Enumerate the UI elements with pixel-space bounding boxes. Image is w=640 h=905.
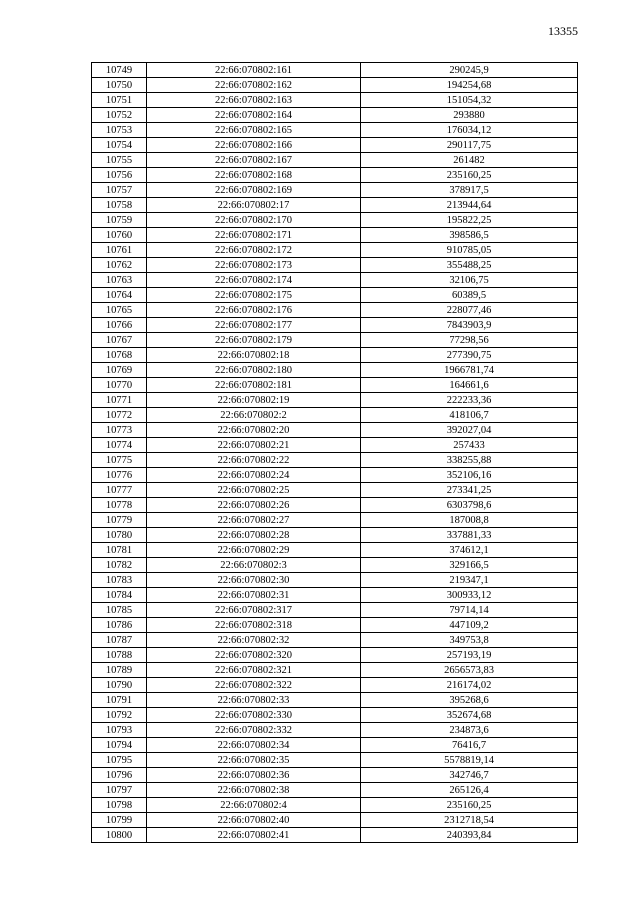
cadastral-number-cell: 22:66:070802:180 [147,363,361,378]
table-row [92,273,578,288]
row-number-cell: 10777 [92,483,147,498]
table-row [92,648,578,663]
value-cell: 352106,16 [361,468,578,483]
row-number-cell: 10792 [92,708,147,723]
cadastral-number-cell: 22:66:070802:321 [147,663,361,678]
cadastral-number-cell: 22:66:070802:2 [147,408,361,423]
table-row [92,723,578,738]
cadastral-number-cell: 22:66:070802:166 [147,138,361,153]
row-number-cell: 10769 [92,363,147,378]
cadastral-number-cell: 22:66:070802:3 [147,558,361,573]
row-number-cell: 10751 [92,93,147,108]
table-row [92,513,578,528]
table-row [92,498,578,513]
table-row [92,738,578,753]
row-number-cell: 10790 [92,678,147,693]
row-number-cell: 10761 [92,243,147,258]
value-cell: 216174,02 [361,678,578,693]
cadastral-number-cell: 22:66:070802:25 [147,483,361,498]
row-number-cell: 10775 [92,453,147,468]
value-cell: 60389,5 [361,288,578,303]
table-row [92,558,578,573]
table-body [92,63,578,843]
row-number-cell: 10767 [92,333,147,348]
value-cell: 5578819,14 [361,753,578,768]
cadastral-number-cell: 22:66:070802:161 [147,63,361,78]
table-row [92,813,578,828]
table-row [92,198,578,213]
row-number-cell: 10752 [92,108,147,123]
table-row [92,183,578,198]
row-number-cell: 10794 [92,738,147,753]
table-row [92,588,578,603]
value-cell: 257193,19 [361,648,578,663]
cadastral-number-cell: 22:66:070802:31 [147,588,361,603]
cadastral-number-cell: 22:66:070802:168 [147,168,361,183]
row-number-cell: 10783 [92,573,147,588]
data-table [91,62,578,843]
value-cell: 151054,32 [361,93,578,108]
table-row [92,258,578,273]
cadastral-number-cell: 22:66:070802:171 [147,228,361,243]
table-row [92,543,578,558]
value-cell: 338255,88 [361,453,578,468]
table-row [92,603,578,618]
row-number-cell: 10765 [92,303,147,318]
table-row [92,138,578,153]
value-cell: 187008,8 [361,513,578,528]
cadastral-number-cell: 22:66:070802:172 [147,243,361,258]
value-cell: 7843903,9 [361,318,578,333]
cadastral-number-cell: 22:66:070802:19 [147,393,361,408]
row-number-cell: 10782 [92,558,147,573]
table-row [92,93,578,108]
value-cell: 293880 [361,108,578,123]
value-cell: 213944,64 [361,198,578,213]
row-number-cell: 10763 [92,273,147,288]
table-row [92,783,578,798]
value-cell: 395268,6 [361,693,578,708]
row-number-cell: 10784 [92,588,147,603]
cadastral-number-cell: 22:66:070802:33 [147,693,361,708]
row-number-cell: 10774 [92,438,147,453]
table-row [92,468,578,483]
value-cell: 79714,14 [361,603,578,618]
cadastral-number-cell: 22:66:070802:28 [147,528,361,543]
cadastral-number-cell: 22:66:070802:169 [147,183,361,198]
value-cell: 447109,2 [361,618,578,633]
cadastral-number-cell: 22:66:070802:22 [147,453,361,468]
cadastral-number-cell: 22:66:070802:177 [147,318,361,333]
value-cell: 176034,12 [361,123,578,138]
value-cell: 392027,04 [361,423,578,438]
table-row [92,483,578,498]
value-cell: 277390,75 [361,348,578,363]
row-number-cell: 10781 [92,543,147,558]
row-number-cell: 10773 [92,423,147,438]
row-number-cell: 10776 [92,468,147,483]
row-number-cell: 10799 [92,813,147,828]
row-number-cell: 10798 [92,798,147,813]
table-row [92,633,578,648]
table-row [92,63,578,78]
value-cell: 234873,6 [361,723,578,738]
table-row [92,708,578,723]
cadastral-number-cell: 22:66:070802:34 [147,738,361,753]
value-cell: 342746,7 [361,768,578,783]
value-cell: 164661,6 [361,378,578,393]
row-number-cell: 10788 [92,648,147,663]
row-number-cell: 10766 [92,318,147,333]
row-number-cell: 10793 [92,723,147,738]
value-cell: 374612,1 [361,543,578,558]
row-number-cell: 10797 [92,783,147,798]
row-number-cell: 10764 [92,288,147,303]
row-number-cell: 10755 [92,153,147,168]
row-number-cell: 10750 [92,78,147,93]
row-number-cell: 10778 [92,498,147,513]
table-row [92,153,578,168]
cadastral-number-cell: 22:66:070802:27 [147,513,361,528]
page-number: 13355 [548,24,578,38]
cadastral-number-cell: 22:66:070802:317 [147,603,361,618]
table-row [92,678,578,693]
value-cell: 240393,84 [361,828,578,843]
cadastral-number-cell: 22:66:070802:18 [147,348,361,363]
table-row [92,393,578,408]
value-cell: 235160,25 [361,168,578,183]
cadastral-number-cell: 22:66:070802:164 [147,108,361,123]
cadastral-number-cell: 22:66:070802:36 [147,768,361,783]
value-cell: 77298,56 [361,333,578,348]
value-cell: 265126,4 [361,783,578,798]
cadastral-number-cell: 22:66:070802:163 [147,93,361,108]
value-cell: 290245,9 [361,63,578,78]
row-number-cell: 10760 [92,228,147,243]
table-row [92,108,578,123]
cadastral-number-cell: 22:66:070802:322 [147,678,361,693]
value-cell: 76416,7 [361,738,578,753]
table-row [92,423,578,438]
row-number-cell: 10762 [92,258,147,273]
row-number-cell: 10758 [92,198,147,213]
value-cell: 352674,68 [361,708,578,723]
value-cell: 235160,25 [361,798,578,813]
table-row [92,78,578,93]
table-row [92,663,578,678]
value-cell: 378917,5 [361,183,578,198]
row-number-cell: 10795 [92,753,147,768]
row-number-cell: 10753 [92,123,147,138]
cadastral-number-cell: 22:66:070802:29 [147,543,361,558]
row-number-cell: 10791 [92,693,147,708]
table-row [92,378,578,393]
row-number-cell: 10772 [92,408,147,423]
cadastral-number-cell: 22:66:070802:41 [147,828,361,843]
value-cell: 300933,12 [361,588,578,603]
cadastral-number-cell: 22:66:070802:176 [147,303,361,318]
table-row [92,528,578,543]
table-row [92,243,578,258]
value-cell: 222233,36 [361,393,578,408]
table-row [92,453,578,468]
cadastral-number-cell: 22:66:070802:162 [147,78,361,93]
cadastral-number-cell: 22:66:070802:35 [147,753,361,768]
cadastral-number-cell: 22:66:070802:320 [147,648,361,663]
cadastral-number-cell: 22:66:070802:173 [147,258,361,273]
value-cell: 1966781,74 [361,363,578,378]
cadastral-number-cell: 22:66:070802:4 [147,798,361,813]
row-number-cell: 10759 [92,213,147,228]
row-number-cell: 10756 [92,168,147,183]
row-number-cell: 10780 [92,528,147,543]
cadastral-number-cell: 22:66:070802:20 [147,423,361,438]
value-cell: 418106,7 [361,408,578,423]
table-row [92,288,578,303]
table-row [92,318,578,333]
table-row [92,408,578,423]
value-cell: 355488,25 [361,258,578,273]
row-number-cell: 10749 [92,63,147,78]
cadastral-number-cell: 22:66:070802:17 [147,198,361,213]
row-number-cell: 10779 [92,513,147,528]
row-number-cell: 10785 [92,603,147,618]
value-cell: 910785,05 [361,243,578,258]
row-number-cell: 10768 [92,348,147,363]
value-cell: 228077,46 [361,303,578,318]
table-row [92,573,578,588]
table-row [92,303,578,318]
row-number-cell: 10796 [92,768,147,783]
table-row [92,693,578,708]
cadastral-number-cell: 22:66:070802:24 [147,468,361,483]
table-row [92,798,578,813]
table-row [92,768,578,783]
value-cell: 329166,5 [361,558,578,573]
row-number-cell: 10770 [92,378,147,393]
value-cell: 337881,33 [361,528,578,543]
value-cell: 261482 [361,153,578,168]
cadastral-number-cell: 22:66:070802:174 [147,273,361,288]
table-row [92,753,578,768]
value-cell: 219347,1 [361,573,578,588]
row-number-cell: 10789 [92,663,147,678]
cadastral-number-cell: 22:66:070802:32 [147,633,361,648]
cadastral-number-cell: 22:66:070802:21 [147,438,361,453]
table-row [92,438,578,453]
table-row [92,618,578,633]
value-cell: 398586,5 [361,228,578,243]
value-cell: 2656573,83 [361,663,578,678]
row-number-cell: 10771 [92,393,147,408]
row-number-cell: 10757 [92,183,147,198]
cadastral-number-cell: 22:66:070802:167 [147,153,361,168]
cadastral-number-cell: 22:66:070802:165 [147,123,361,138]
value-cell: 32106,75 [361,273,578,288]
row-number-cell: 10787 [92,633,147,648]
value-cell: 194254,68 [361,78,578,93]
cadastral-number-cell: 22:66:070802:26 [147,498,361,513]
table-row [92,333,578,348]
table-row [92,213,578,228]
cadastral-number-cell: 22:66:070802:40 [147,813,361,828]
row-number-cell: 10786 [92,618,147,633]
value-cell: 349753,8 [361,633,578,648]
table-row [92,168,578,183]
row-number-cell: 10800 [92,828,147,843]
cadastral-number-cell: 22:66:070802:330 [147,708,361,723]
value-cell: 2312718,54 [361,813,578,828]
cadastral-number-cell: 22:66:070802:38 [147,783,361,798]
table-row [92,828,578,843]
table-row [92,348,578,363]
value-cell: 290117,75 [361,138,578,153]
table-row [92,363,578,378]
cadastral-number-cell: 22:66:070802:170 [147,213,361,228]
value-cell: 195822,25 [361,213,578,228]
cadastral-number-cell: 22:66:070802:318 [147,618,361,633]
table-row [92,123,578,138]
value-cell: 273341,25 [361,483,578,498]
table-row [92,228,578,243]
value-cell: 6303798,6 [361,498,578,513]
cadastral-number-cell: 22:66:070802:332 [147,723,361,738]
cadastral-number-cell: 22:66:070802:179 [147,333,361,348]
cadastral-number-cell: 22:66:070802:175 [147,288,361,303]
cadastral-number-cell: 22:66:070802:30 [147,573,361,588]
cadastral-number-cell: 22:66:070802:181 [147,378,361,393]
value-cell: 257433 [361,438,578,453]
row-number-cell: 10754 [92,138,147,153]
